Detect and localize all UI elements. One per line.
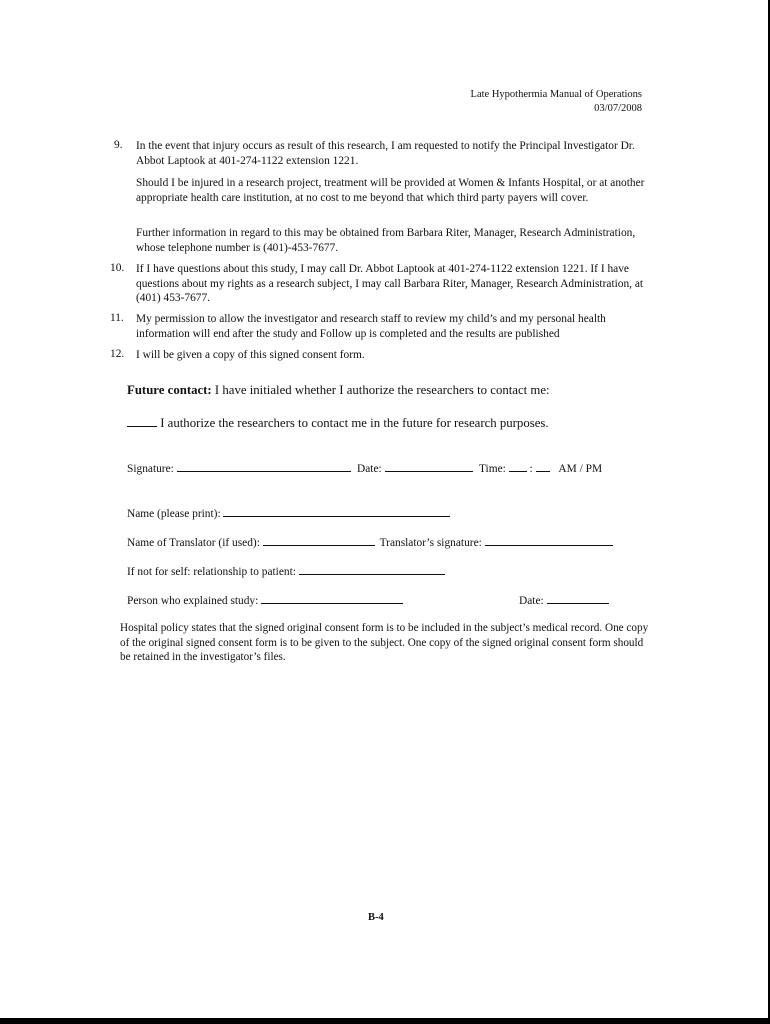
initials-blank[interactable] bbox=[127, 415, 157, 427]
time-minute-blank[interactable] bbox=[536, 460, 550, 472]
page-number: B-4 bbox=[368, 912, 384, 923]
future-contact-label: Future contact: bbox=[127, 383, 212, 397]
item-9-paragraph-3: Further information in regard to this may be obtained from Barbara Riter, Manager, Research Administration, whose telephone number is (401)-453-7677. bbox=[136, 227, 636, 254]
date2-blank[interactable] bbox=[547, 592, 609, 604]
signature-blank[interactable] bbox=[177, 460, 351, 472]
item-11-number: 11. bbox=[110, 312, 124, 324]
item-9-paragraph-2: Should I be injured in a research project, treatment will be provided at Women & Infants Hospital, or at another appropriate health care institution, at no cost to me beyond that which third party payers will cover. bbox=[136, 177, 645, 204]
relationship-row bbox=[127, 563, 445, 578]
name-row bbox=[127, 505, 450, 520]
translator-signature-label: Translator’s signature: bbox=[379, 537, 482, 549]
item-9-paragraph-1: In the event that injury occurs as result of this research, I am requested to notify the Principal Investigator Dr. Abbot Laptook at 401-274-1122 extension 1221. bbox=[136, 140, 635, 167]
signature-label: Signature: bbox=[127, 463, 174, 475]
item-12-number: 12. bbox=[110, 348, 125, 360]
scan-edge-bottom bbox=[0, 1018, 770, 1024]
explained-label: Person who explained study: bbox=[127, 595, 259, 607]
name-blank[interactable] bbox=[223, 505, 450, 517]
future-contact-text: I have initialed whether I authorize the researchers to contact me: bbox=[214, 383, 550, 397]
translator-name-blank[interactable] bbox=[263, 534, 375, 546]
relationship-blank[interactable] bbox=[299, 563, 445, 575]
authorize-line bbox=[127, 415, 549, 431]
time-row bbox=[479, 460, 602, 475]
item-11-text: My permission to allow the investigator and research staff to review my child’s and my personal health information will end after the study and Follow up is completed and the results are published bbox=[136, 313, 606, 340]
header-title: Late Hypothermia Manual of Operations bbox=[470, 89, 642, 100]
authorize-text: I authorize the researchers to contact me in the future for research purposes. bbox=[160, 416, 549, 430]
explained-row bbox=[127, 592, 403, 607]
relationship-label: If not for self: relationship to patient: bbox=[127, 566, 296, 578]
date-row bbox=[357, 460, 473, 475]
date-blank[interactable] bbox=[385, 460, 473, 472]
item-12-text: I will be given a copy of this signed consent form. bbox=[136, 349, 365, 361]
translator-name-label: Name of Translator (if used): bbox=[127, 537, 260, 549]
hospital-policy-text: Hospital policy states that the signed original consent form is to be included in the subject’s medical record. One copy of the original signed consent form is to be given to the subject. One copy of the signed original consent form should be retained in the investigator’s files. bbox=[120, 622, 649, 663]
translator-signature-blank[interactable] bbox=[485, 534, 613, 546]
time-colon: : bbox=[529, 463, 533, 475]
item-10-text: If I have questions about this study, I may call Dr. Abbot Laptook at 401-274-1122 extension 1221. If I have questions about my rights as a research subject, I may call Barbara Riter, Manager, Research Administration, at (401) 453-7677. bbox=[136, 263, 644, 304]
time-label: Time: bbox=[479, 463, 506, 475]
explained-blank[interactable] bbox=[261, 592, 403, 604]
running-header bbox=[471, 88, 642, 116]
signature-row bbox=[127, 460, 351, 475]
future-contact-statement bbox=[127, 383, 550, 398]
translator-row bbox=[127, 534, 613, 549]
date2-row bbox=[519, 592, 609, 607]
name-label: Name (please print): bbox=[127, 508, 221, 520]
date-label: Date: bbox=[357, 463, 382, 475]
date2-label: Date: bbox=[519, 595, 544, 607]
header-date: 03/07/2008 bbox=[594, 103, 642, 114]
time-hour-blank[interactable] bbox=[509, 460, 527, 472]
ampm-label: AM / PM bbox=[558, 463, 603, 475]
item-9-number: 9. bbox=[114, 139, 123, 151]
item-10-number: 10. bbox=[110, 262, 125, 274]
